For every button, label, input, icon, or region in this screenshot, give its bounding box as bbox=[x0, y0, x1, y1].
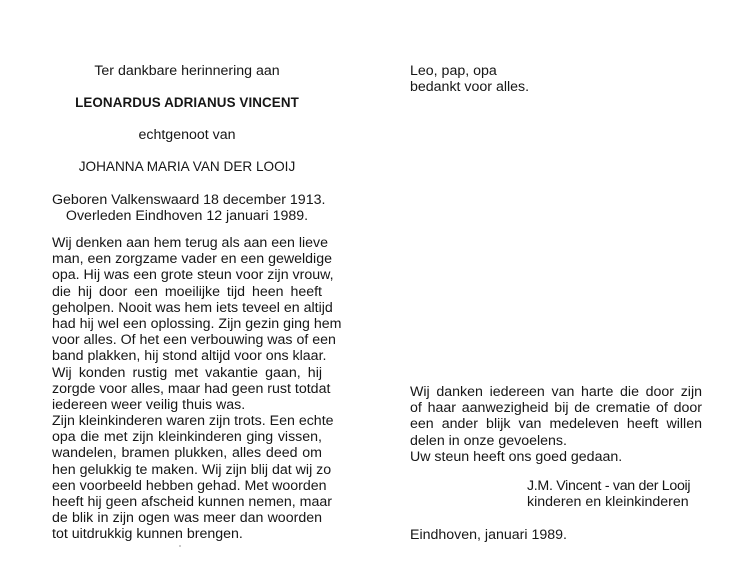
paragraph-line: heeft hij geen afscheid kunnen nemen, maar bbox=[52, 494, 332, 510]
paragraph-line: opa. Hij was een grote steun voor zijn vrouw, bbox=[52, 267, 334, 284]
paragraph-line: opa die met zijn kleinkinderen ging vissen, bbox=[52, 429, 322, 446]
intro-text: Ter dankbare herinnering aan bbox=[94, 63, 280, 79]
paragraph-line: hen gelukkig te maken. Wij zijn blij dat wij zo bbox=[52, 461, 332, 478]
thanks-line: delen in onze gevoelens. bbox=[410, 432, 567, 449]
deceased-name: LEONARDUS ADRIANUS VINCENT bbox=[75, 95, 299, 110]
paragraph-line: wandelen, bramen plukken, alles deed om bbox=[52, 445, 322, 462]
spouse-name: JOHANNA MARIA VAN DER LOOIJ bbox=[78, 159, 296, 174]
paragraph-line: geholpen. Nooit was hem iets teveel en altijd bbox=[52, 299, 333, 316]
farewell-line: bedankt voor alles. bbox=[410, 79, 530, 95]
place-date: Eindhoven, januari 1989. bbox=[410, 527, 567, 543]
paragraph-line: iedereen weer veilig thuis was. bbox=[52, 396, 246, 413]
birth-line: Geboren Valkenswaard 18 december 1913. bbox=[52, 192, 326, 208]
spouse-label: echtgenoot van bbox=[138, 127, 236, 143]
paragraph-line: tot uitdrukkig kunnen brengen. bbox=[52, 526, 243, 543]
thanks-line: of haar aanwezigheid bij de crematie of door bbox=[410, 400, 702, 417]
paragraph-line: een voorbeeld hebben gehad. Met woorden bbox=[52, 477, 327, 494]
signature-name: J.M. Vincent - van der Looij bbox=[527, 478, 691, 494]
memorial-paragraph bbox=[52, 235, 342, 543]
paragraph-line: had hij wel een oplossing. Zijn gezin ging hem bbox=[52, 315, 342, 332]
paragraph-line: Wij konden rustig met vakantie gaan, hij bbox=[52, 364, 322, 381]
paragraph-line: de blik in zijn ogen was meer dan woorden bbox=[52, 510, 322, 527]
paragraph-line: voor alles. Of het een verbouwing was of een bbox=[52, 332, 336, 349]
thanks-line: Uw steun heeft ons goed gedaan. bbox=[410, 448, 623, 465]
farewell-line: Leo, pap, opa bbox=[410, 63, 497, 79]
paragraph-line: man, een zorgzame vader en een geweldige bbox=[52, 251, 332, 268]
print-speck bbox=[179, 545, 181, 547]
thanks-paragraph bbox=[410, 384, 702, 465]
death-line: Overleden Eindhoven 12 januari 1989. bbox=[65, 208, 309, 224]
paragraph-line: die hij door een moeilijke tijd heen heeft bbox=[52, 283, 322, 300]
signature-family: kinderen en kleinkinderen bbox=[527, 494, 689, 510]
thanks-line: een ander blijk van medeleven heeft willen bbox=[410, 416, 702, 433]
thanks-line: Wij danken iedereen van harte die door zijn bbox=[410, 384, 702, 400]
paragraph-line: band plakken, hij stond altijd voor ons klaar. bbox=[52, 348, 327, 365]
paragraph-line: Wij denken aan hem terug als aan een lieve bbox=[52, 235, 329, 251]
paragraph-line: Zijn kleinkinderen waren zijn trots. Een echte bbox=[52, 413, 334, 430]
paragraph-line: zorgde voor alles, maar had geen rust totdat bbox=[52, 380, 331, 397]
